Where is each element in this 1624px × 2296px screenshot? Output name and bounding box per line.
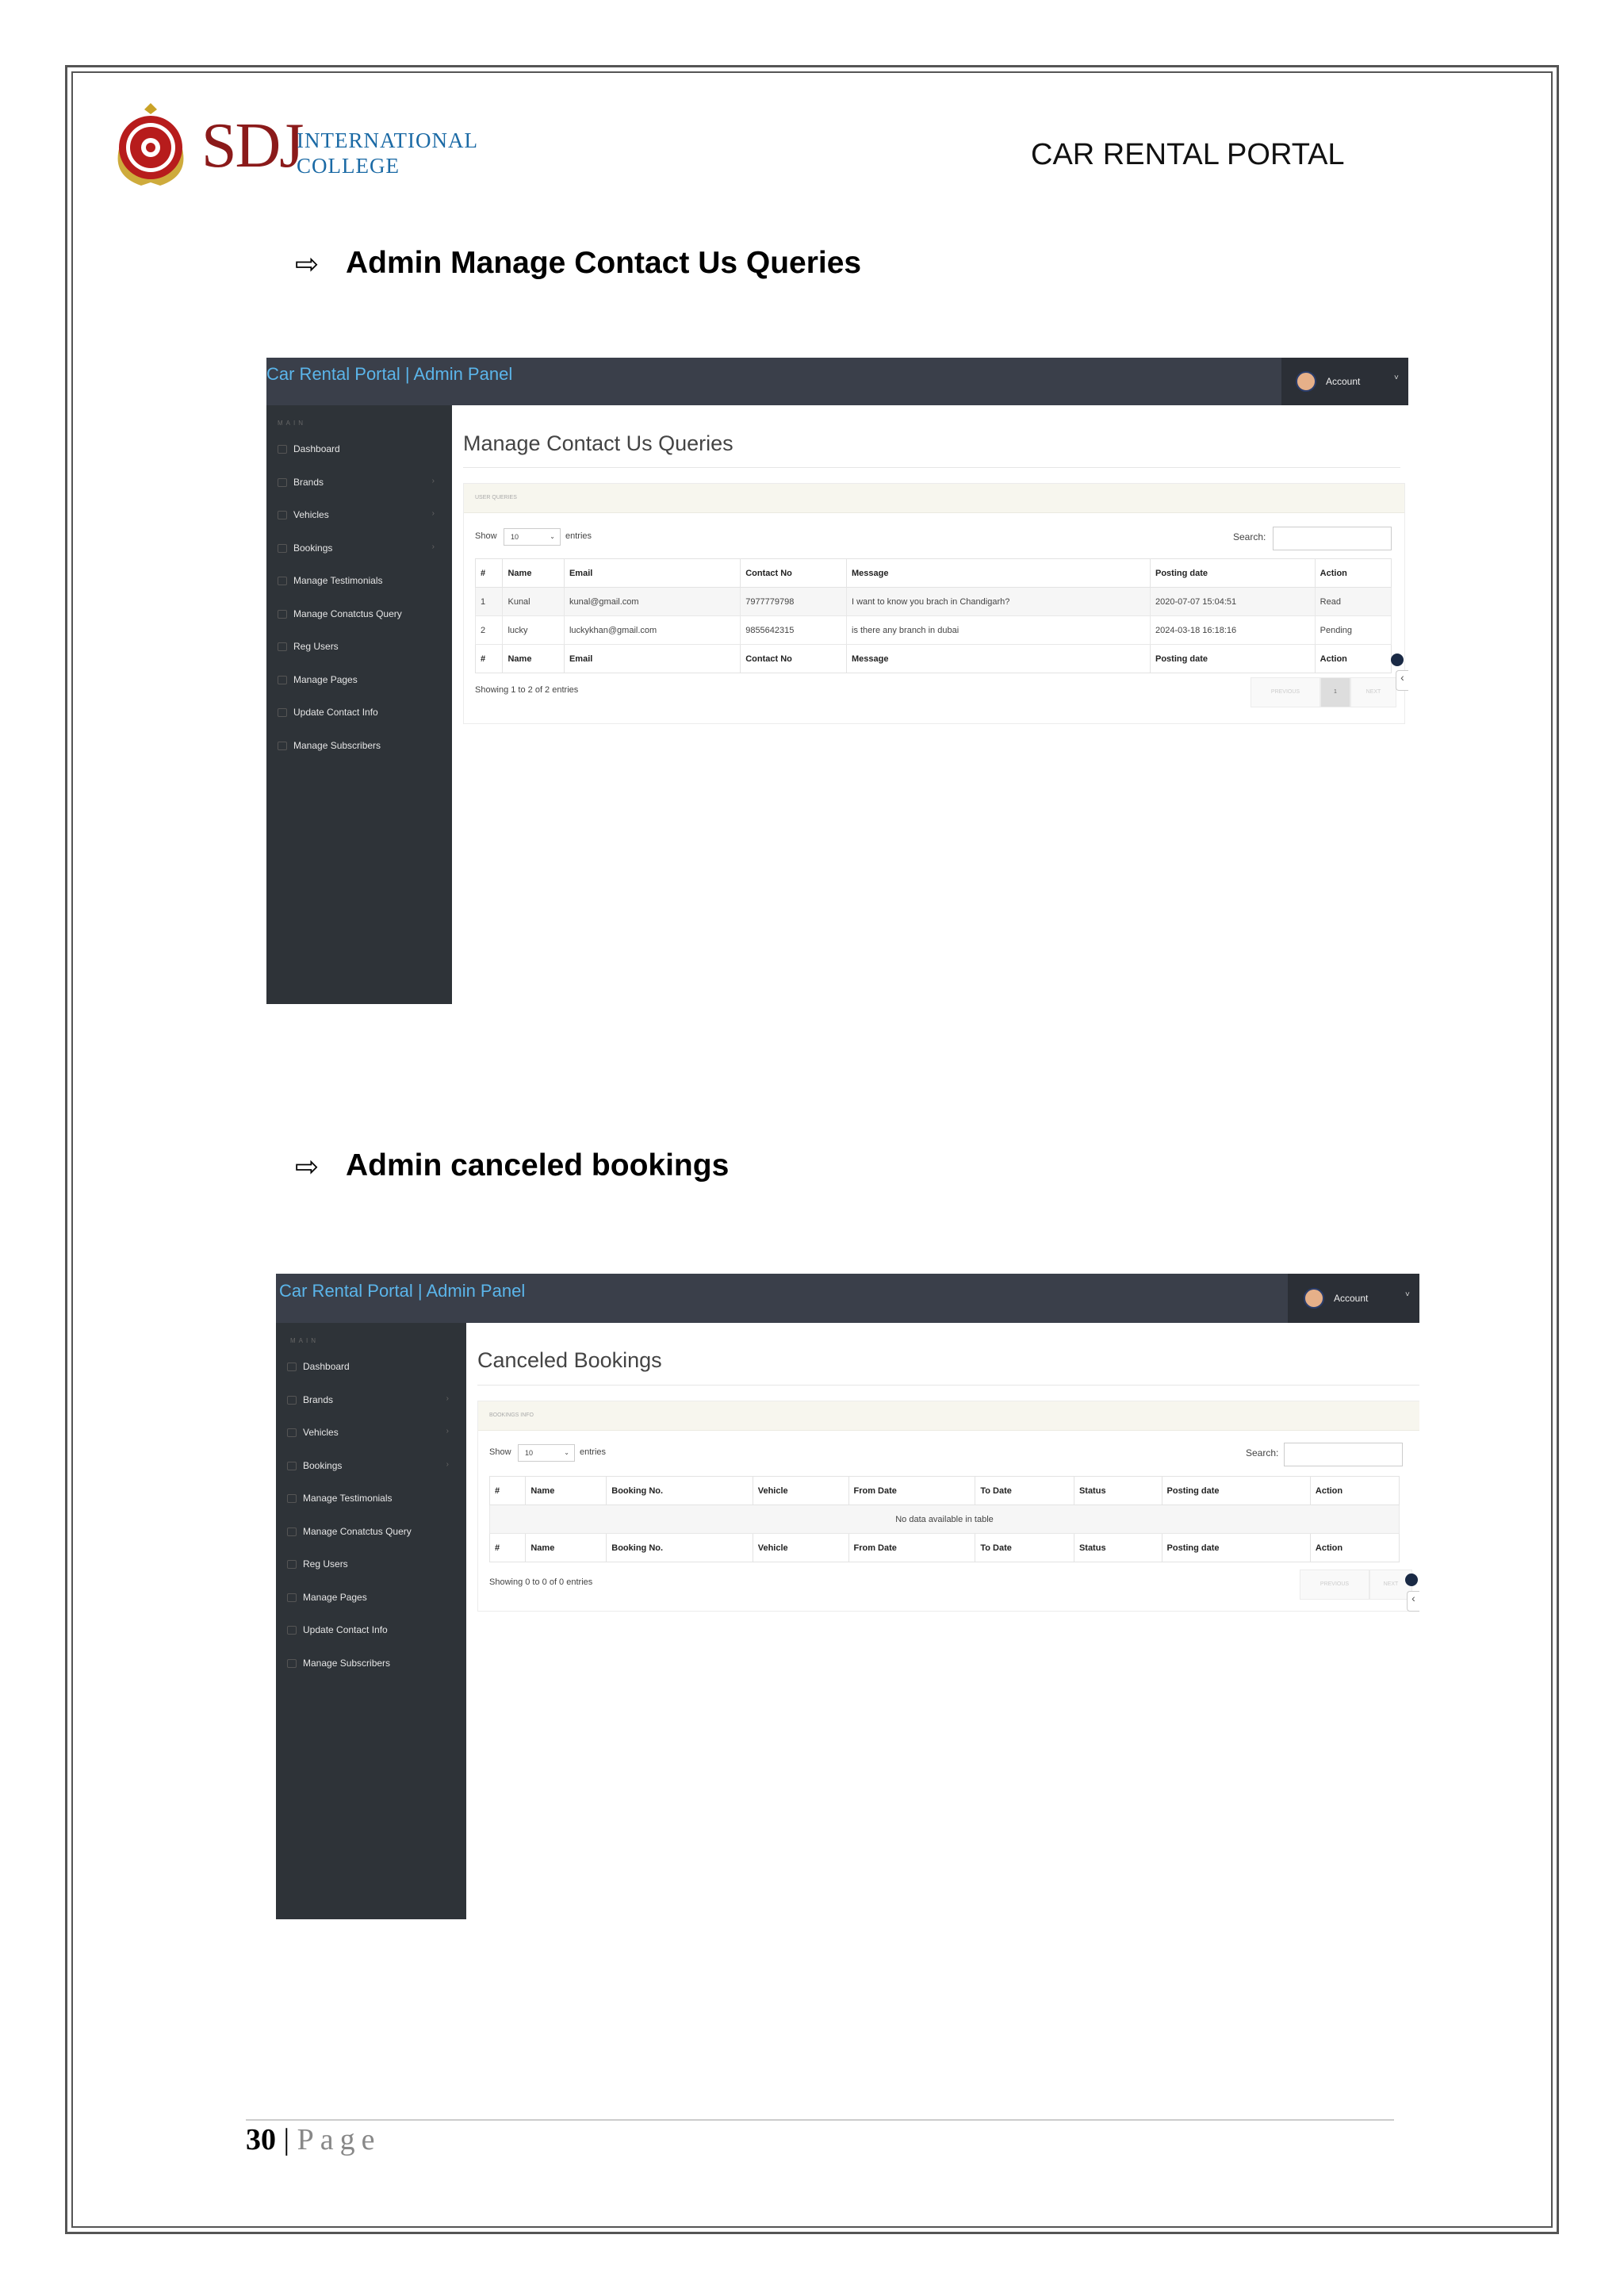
table-cell: 2024-03-18 16:18:16	[1150, 616, 1315, 645]
table-row	[490, 1505, 1400, 1534]
bookings-panel	[477, 1401, 1419, 1612]
sidebar-section-label: MAIN	[278, 420, 306, 427]
panel-title: USER QUERIES	[475, 495, 517, 500]
table-info: Showing 1 to 2 of 2 entries	[475, 685, 579, 695]
table-row	[476, 588, 1392, 616]
chat-widget-icon[interactable]	[1405, 1573, 1418, 1586]
column-header[interactable]: Email	[564, 645, 740, 673]
column-header[interactable]: Email	[564, 559, 740, 588]
sidebar-item-brands[interactable]	[287, 1394, 458, 1410]
queries-panel	[463, 483, 1405, 724]
arrow-icon: ⇨	[295, 247, 320, 280]
sidebar-item-vehicles[interactable]	[278, 509, 444, 525]
action-link[interactable]: Read	[1315, 588, 1391, 616]
sidebar-item-label: Dashboard	[303, 1361, 350, 1372]
page-length-value: 10	[511, 533, 519, 541]
sidebar-item-label: Manage Pages	[293, 673, 358, 685]
column-header[interactable]: Contact No	[741, 559, 847, 588]
sidebar-item-label: Reg Users	[293, 641, 339, 652]
sidebar-item-bookings[interactable]	[287, 1460, 458, 1476]
previous-button[interactable]: PREVIOUS	[1251, 677, 1320, 707]
column-header[interactable]: Posting date	[1150, 559, 1315, 588]
column-header[interactable]: Message	[847, 645, 1151, 673]
pagination	[1300, 1570, 1412, 1600]
menu-item-icon	[278, 610, 287, 619]
column-header[interactable]: Name	[526, 1477, 607, 1505]
column-header[interactable]: Status	[1074, 1477, 1162, 1505]
arrow-icon: ⇨	[295, 1150, 320, 1182]
menu-item-icon	[287, 1626, 297, 1635]
column-header[interactable]: To Date	[975, 1534, 1074, 1562]
column-header[interactable]: Status	[1074, 1534, 1162, 1562]
sidebar-item-label: Manage Pages	[303, 1591, 367, 1603]
admin-top-bar	[266, 358, 1408, 405]
avatar	[1304, 1288, 1324, 1309]
page-title: Canceled Bookings	[477, 1348, 662, 1372]
sidebar-item-manage-conatctus-query[interactable]	[278, 608, 444, 624]
chat-widget-icon[interactable]	[1391, 654, 1404, 666]
sidebar-item-label: Vehicles	[293, 509, 329, 520]
column-header[interactable]: Posting date	[1162, 1477, 1310, 1505]
panel-heading	[464, 484, 1404, 513]
page-footer	[246, 2122, 381, 2157]
sidebar-item-label: Dashboard	[293, 443, 340, 454]
page-title: Manage Contact Us Queries	[463, 431, 733, 455]
sidebar-item-label: Brands	[293, 476, 324, 488]
sidebar-item-reg-users[interactable]	[287, 1558, 458, 1574]
sidebar-item-manage-testimonials[interactable]	[278, 575, 444, 591]
logo-line-2: COLLEGE	[297, 154, 400, 178]
table-footer-row	[490, 1534, 1400, 1562]
sidebar-item-label: Bookings	[303, 1459, 343, 1471]
column-header[interactable]: From Date	[848, 1477, 975, 1505]
table-header-row	[490, 1477, 1400, 1505]
column-header[interactable]: Message	[847, 559, 1151, 588]
queries-table	[475, 558, 1392, 673]
menu-item-icon	[278, 445, 287, 454]
screenshot-canceled-bookings	[276, 1274, 1419, 1919]
admin-sidebar	[266, 405, 452, 1004]
previous-button[interactable]: PREVIOUS	[1300, 1570, 1369, 1600]
column-header[interactable]: Booking No.	[607, 1534, 753, 1562]
sidebar-item-label: Vehicles	[303, 1427, 339, 1438]
table-footer-row	[476, 645, 1392, 673]
sidebar-item-label: Bookings	[293, 542, 333, 554]
sidebar-item-label: Update Contact Info	[303, 1624, 388, 1635]
screenshot-contact-queries	[266, 358, 1408, 1004]
account-menu[interactable]	[1281, 358, 1408, 405]
chevron-right-icon: ›	[431, 476, 435, 485]
menu-item-icon	[278, 511, 287, 519]
chevron-right-icon: ›	[446, 1459, 449, 1469]
sidebar-item-update-contact-info[interactable]	[278, 707, 444, 723]
sidebar-item-label: Manage Subscribers	[293, 739, 381, 751]
chevron-right-icon: ›	[446, 1393, 449, 1403]
next-button[interactable]: NEXT	[1350, 677, 1396, 707]
college-seal-icon	[109, 100, 192, 189]
column-header[interactable]: Name	[526, 1534, 607, 1562]
menu-item-icon	[287, 1527, 297, 1536]
page-number: 30	[246, 2123, 276, 2156]
table-info: Showing 0 to 0 of 0 entries	[489, 1577, 593, 1587]
column-header[interactable]: Vehicle	[753, 1534, 848, 1562]
table-header-row	[476, 559, 1392, 588]
sidebar-item-label: Update Contact Info	[293, 707, 378, 718]
menu-item-icon	[287, 1593, 297, 1602]
sidebar-item-label: Manage Testimonials	[293, 575, 383, 586]
menu-item-icon	[278, 742, 287, 750]
show-label: Show	[475, 531, 497, 541]
menu-item-icon	[278, 642, 287, 651]
bookings-table	[489, 1476, 1400, 1562]
search-input[interactable]	[1273, 527, 1392, 550]
admin-sidebar	[276, 1323, 466, 1919]
sidebar-item-label: Manage Conatctus Query	[303, 1525, 412, 1537]
sidebar-item-manage-testimonials[interactable]	[287, 1493, 458, 1508]
column-header[interactable]: From Date	[848, 1534, 975, 1562]
column-header[interactable]: Action	[1310, 1534, 1399, 1562]
sidebar-item-bookings[interactable]	[278, 542, 444, 558]
table-cell: I want to know you brach in Chandigarh?	[847, 588, 1151, 616]
section-heading: Admin canceled bookings	[346, 1148, 730, 1182]
menu-item-icon	[278, 544, 287, 553]
table-cell: 2	[476, 616, 503, 645]
column-header[interactable]: Posting date	[1150, 645, 1315, 673]
avatar	[1296, 371, 1316, 392]
table-cell: luckykhan@gmail.com	[564, 616, 740, 645]
column-header[interactable]: #	[490, 1477, 526, 1505]
page-length-select[interactable]	[518, 1444, 575, 1462]
show-label: Show	[489, 1447, 511, 1457]
panel-heading	[478, 1401, 1419, 1431]
page-length-value: 10	[525, 1449, 534, 1457]
next-button[interactable]: NEXT	[1369, 1570, 1412, 1600]
footer-separator: |	[283, 2123, 290, 2156]
chevron-down-icon: ⌄	[564, 1449, 569, 1456]
table-cell: 1	[476, 588, 503, 616]
column-header[interactable]: Name	[503, 645, 564, 673]
pagination	[1251, 677, 1396, 707]
column-header[interactable]: #	[476, 559, 503, 588]
college-logo	[109, 100, 482, 192]
chevron-down-icon: ⌄	[550, 533, 555, 540]
chevron-left-icon[interactable]: ‹	[1396, 670, 1408, 691]
chevron-down-icon: ˅	[1394, 374, 1399, 382]
account-label: Account	[1326, 376, 1361, 387]
sidebar-item-label: Manage Testimonials	[303, 1493, 393, 1504]
column-header[interactable]: Vehicle	[753, 1477, 848, 1505]
sidebar-item-manage-conatctus-query[interactable]	[287, 1526, 458, 1542]
table-cell: kunal@gmail.com	[564, 588, 740, 616]
logo-mark: SDJ	[201, 111, 303, 181]
sidebar-item-update-contact-info[interactable]	[287, 1624, 458, 1640]
section-heading: Admin Manage Contact Us Queries	[346, 246, 862, 280]
search-label: Search:	[1246, 1447, 1279, 1458]
sidebar-item-manage-subscribers[interactable]	[278, 740, 444, 756]
menu-item-icon	[278, 478, 287, 487]
column-header[interactable]: Booking No.	[607, 1477, 753, 1505]
sidebar-item-label: Manage Conatctus Query	[293, 608, 402, 619]
chevron-right-icon: ›	[446, 1427, 449, 1435]
menu-item-icon	[278, 708, 287, 717]
menu-item-icon	[287, 1494, 297, 1503]
column-header[interactable]: #	[490, 1534, 526, 1562]
entries-label: entries	[580, 1447, 607, 1457]
sidebar-item-reg-users[interactable]	[278, 641, 444, 657]
table-cell: is there any branch in dubai	[847, 616, 1151, 645]
page-length-select[interactable]	[504, 528, 561, 546]
sidebar-item-manage-pages[interactable]	[278, 674, 444, 690]
search-input[interactable]	[1284, 1443, 1403, 1466]
empty-table-message: No data available in table	[490, 1505, 1400, 1534]
logo-line-1: INTERNATIONAL	[297, 128, 478, 152]
document-title: CAR RENTAL PORTAL	[1031, 138, 1345, 171]
column-header[interactable]: #	[476, 645, 503, 673]
menu-item-icon	[287, 1363, 297, 1371]
page-word: Page	[297, 2123, 381, 2156]
chevron-right-icon: ›	[431, 509, 435, 518]
menu-item-icon	[287, 1396, 297, 1405]
table-cell: 7977779798	[741, 588, 847, 616]
footer-rule	[246, 2119, 1394, 2121]
column-header[interactable]: Action	[1315, 645, 1391, 673]
column-header[interactable]: Action	[1315, 559, 1391, 588]
column-header[interactable]: Action	[1310, 1477, 1399, 1505]
table-cell: lucky	[503, 616, 564, 645]
table-cell: 9855642315	[741, 616, 847, 645]
sidebar-section-label: MAIN	[290, 1337, 319, 1344]
menu-item-icon	[287, 1428, 297, 1437]
entries-label: entries	[565, 531, 592, 541]
column-header[interactable]: Name	[503, 559, 564, 588]
table-cell: 2020-07-07 15:04:51	[1150, 588, 1315, 616]
sidebar-item-dashboard[interactable]	[287, 1361, 458, 1377]
divider	[477, 1385, 1419, 1386]
sidebar-item-label: Manage Subscribers	[303, 1657, 391, 1669]
sidebar-item-dashboard[interactable]	[278, 443, 444, 459]
sidebar-item-manage-pages[interactable]	[287, 1592, 458, 1608]
sidebar-item-manage-subscribers[interactable]	[287, 1658, 458, 1673]
page-1-button[interactable]: 1	[1320, 677, 1350, 707]
column-header[interactable]: Contact No	[741, 645, 847, 673]
admin-brand[interactable]: Car Rental Portal | Admin Panel	[279, 1281, 526, 1301]
menu-item-icon	[278, 577, 287, 585]
sidebar-item-label: Reg Users	[303, 1558, 348, 1570]
menu-item-icon	[278, 676, 287, 684]
chevron-right-icon: ›	[431, 542, 435, 551]
panel-title: BOOKINGS INFO	[489, 1412, 534, 1418]
column-header[interactable]: Posting date	[1162, 1534, 1310, 1562]
chevron-left-icon[interactable]: ‹	[1407, 1591, 1419, 1612]
table-cell: Kunal	[503, 588, 564, 616]
sidebar-item-brands[interactable]	[278, 477, 444, 493]
menu-item-icon	[287, 1560, 297, 1569]
action-link[interactable]: Pending	[1315, 616, 1391, 645]
admin-top-bar	[276, 1274, 1419, 1323]
account-label: Account	[1334, 1293, 1369, 1304]
sidebar-item-vehicles[interactable]	[287, 1427, 458, 1443]
menu-item-icon	[287, 1659, 297, 1668]
sidebar-item-label: Brands	[303, 1393, 334, 1405]
chevron-down-icon: ˅	[1405, 1290, 1410, 1299]
divider	[463, 467, 1400, 468]
column-header[interactable]: To Date	[975, 1477, 1074, 1505]
account-menu[interactable]	[1288, 1274, 1419, 1323]
admin-brand[interactable]: Car Rental Portal | Admin Panel	[266, 364, 513, 384]
table-row	[476, 616, 1392, 645]
menu-item-icon	[287, 1462, 297, 1470]
search-label: Search:	[1233, 531, 1266, 542]
